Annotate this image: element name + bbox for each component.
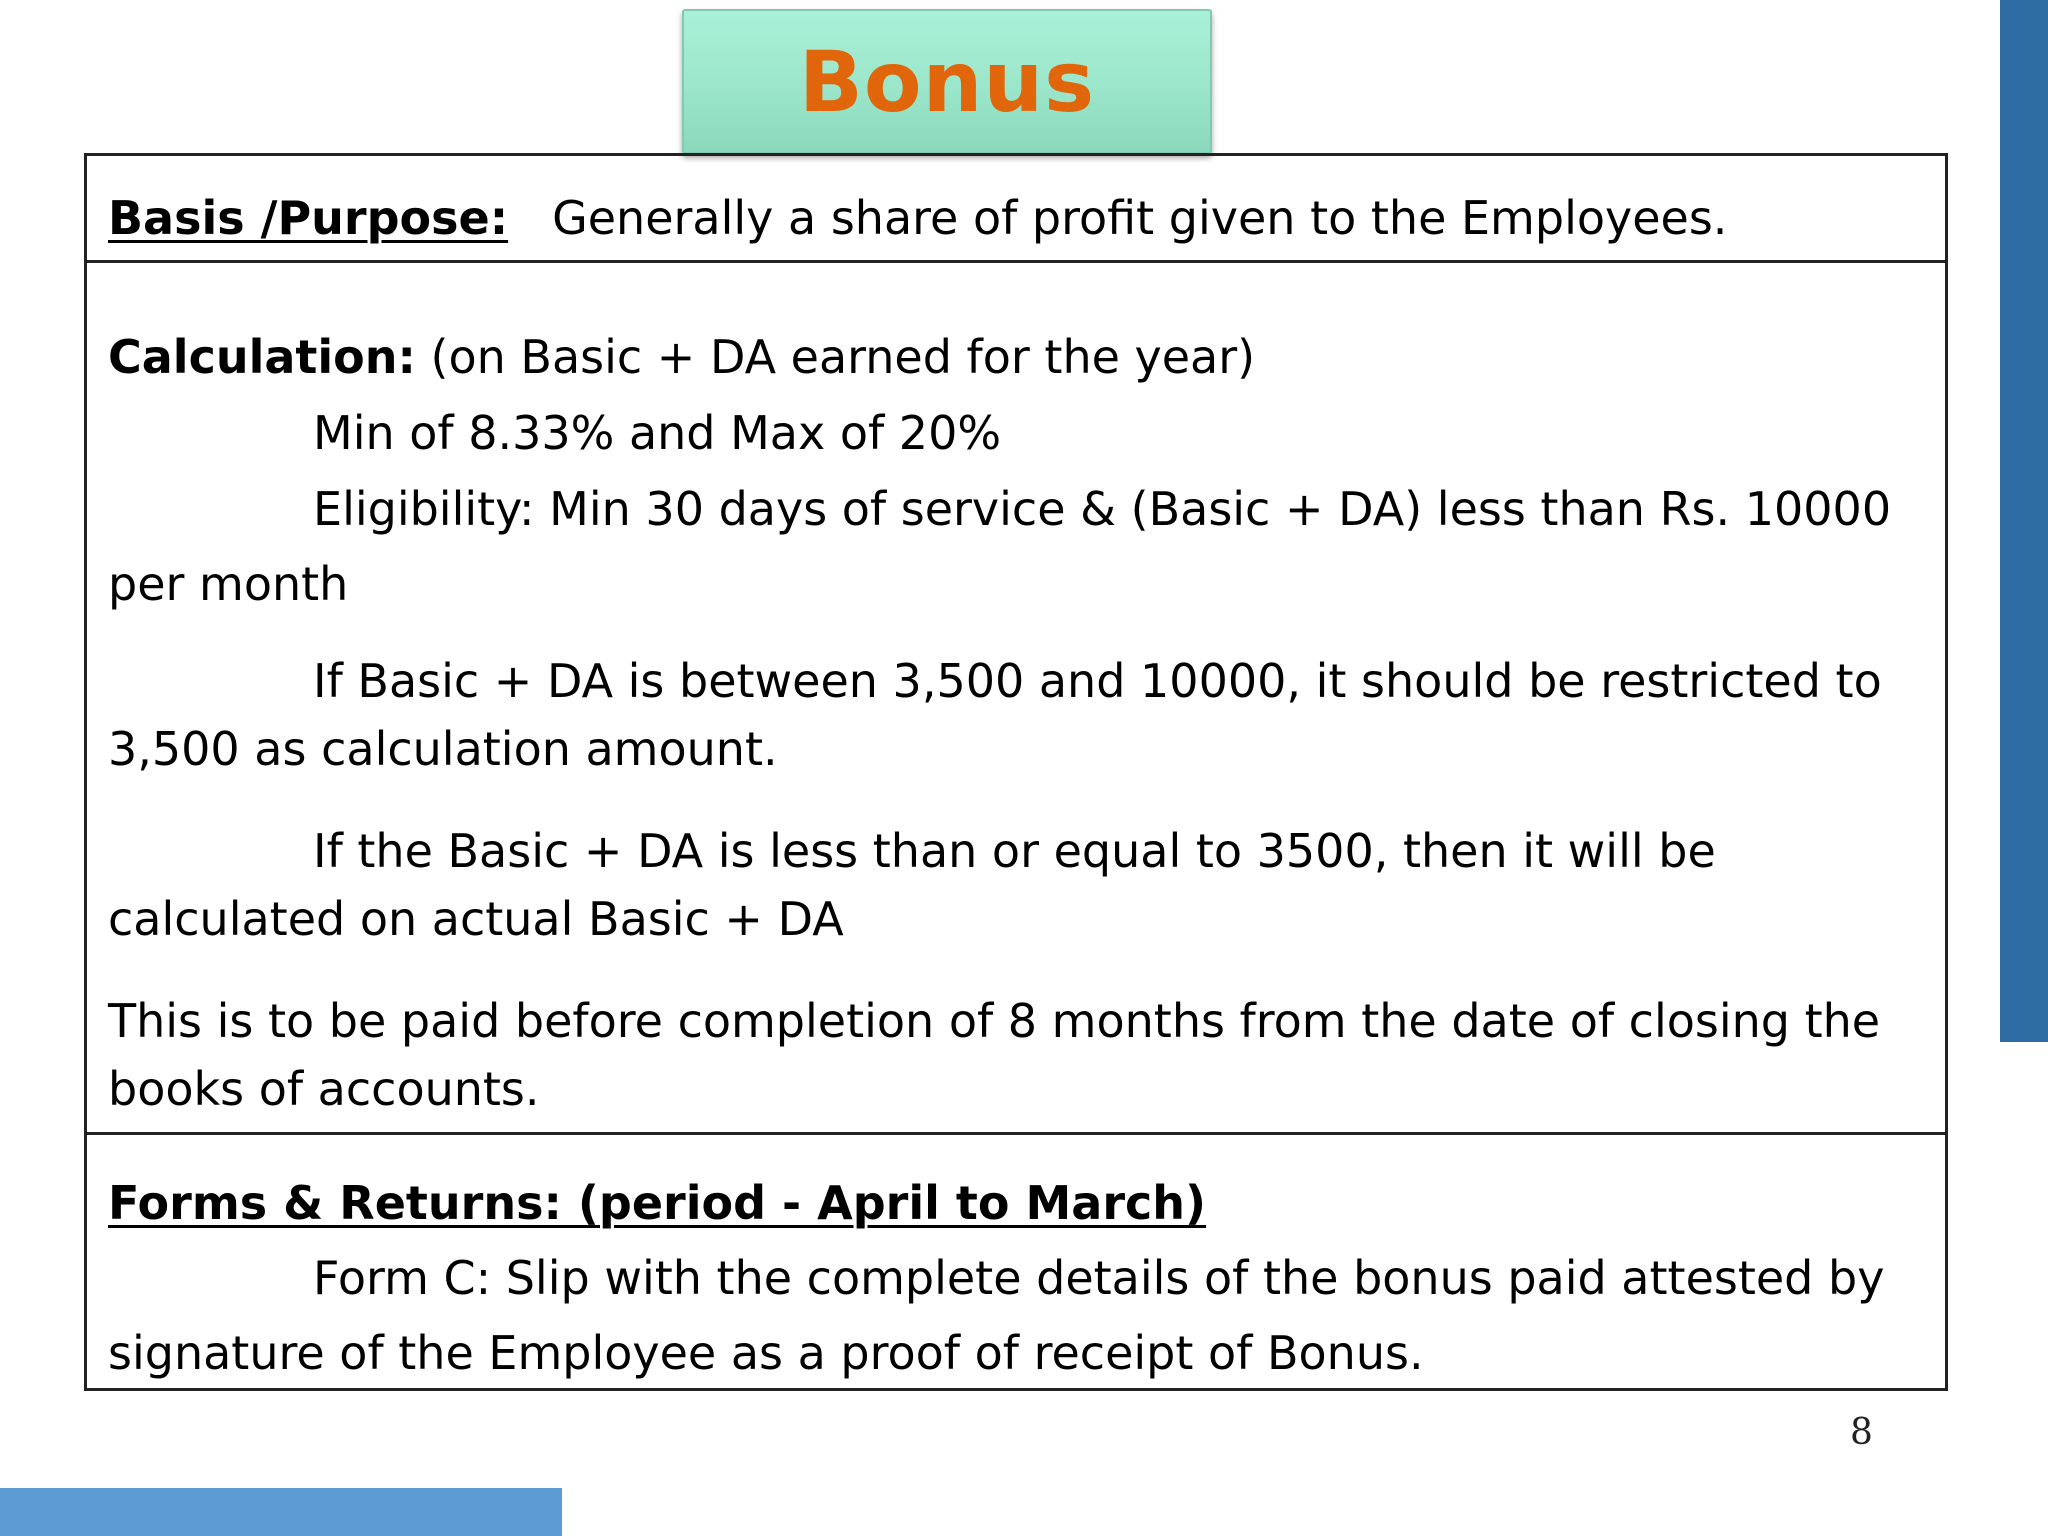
restrict-text-line2: 3,500 as calculation amount. <box>108 722 778 776</box>
forms-heading: Forms & Returns: (period - April to March) <box>108 1176 1207 1230</box>
eligibility-text-line1: Eligibility: Min 30 days of service & (Basic + DA) less than Rs. 10000 <box>313 482 1892 536</box>
payment-text-line2: books of accounts. <box>108 1062 540 1116</box>
form-c-text-line2: signature of the Employee as a proof of receipt of Bonus. <box>108 1326 1424 1380</box>
eligibility-text-line2: per month <box>108 557 349 611</box>
forms-section <box>87 1132 1945 1388</box>
restrict-text-line1: If Basic + DA is between 3,500 and 10000, it should be restricted to <box>313 654 1882 708</box>
form-c-text-line1: Form C: Slip with the complete details of the bonus paid attested by <box>313 1251 1885 1305</box>
calculation-row <box>108 329 1255 385</box>
actual-text-line1: If the Basic + DA is less than or equal to 3500, then it will be <box>313 824 1716 878</box>
basis-text: Generally a share of profit given to the Employees. <box>552 191 1728 245</box>
basis-row <box>108 190 1727 246</box>
basis-label: Basis /Purpose: <box>108 191 509 245</box>
payment-text-line1: This is to be paid before completion of 8 months from the date of closing the <box>108 994 1881 1048</box>
right-accent-bar <box>2000 0 2048 1042</box>
page-number: 8 <box>1850 1412 1873 1453</box>
slide-title: Bonus <box>798 32 1096 131</box>
bottom-accent-bar <box>0 1488 562 1536</box>
calculation-label: Calculation: <box>108 330 416 384</box>
content-table <box>84 153 1948 1391</box>
calculation-intro: (on Basic + DA earned for the year) <box>430 330 1256 384</box>
calculation-section <box>87 260 1945 1132</box>
title-banner <box>682 9 1212 154</box>
actual-text-line2: calculated on actual Basic + DA <box>108 892 844 946</box>
basis-section <box>87 156 1945 260</box>
rate-text: Min of 8.33% and Max of 20% <box>313 406 1002 460</box>
